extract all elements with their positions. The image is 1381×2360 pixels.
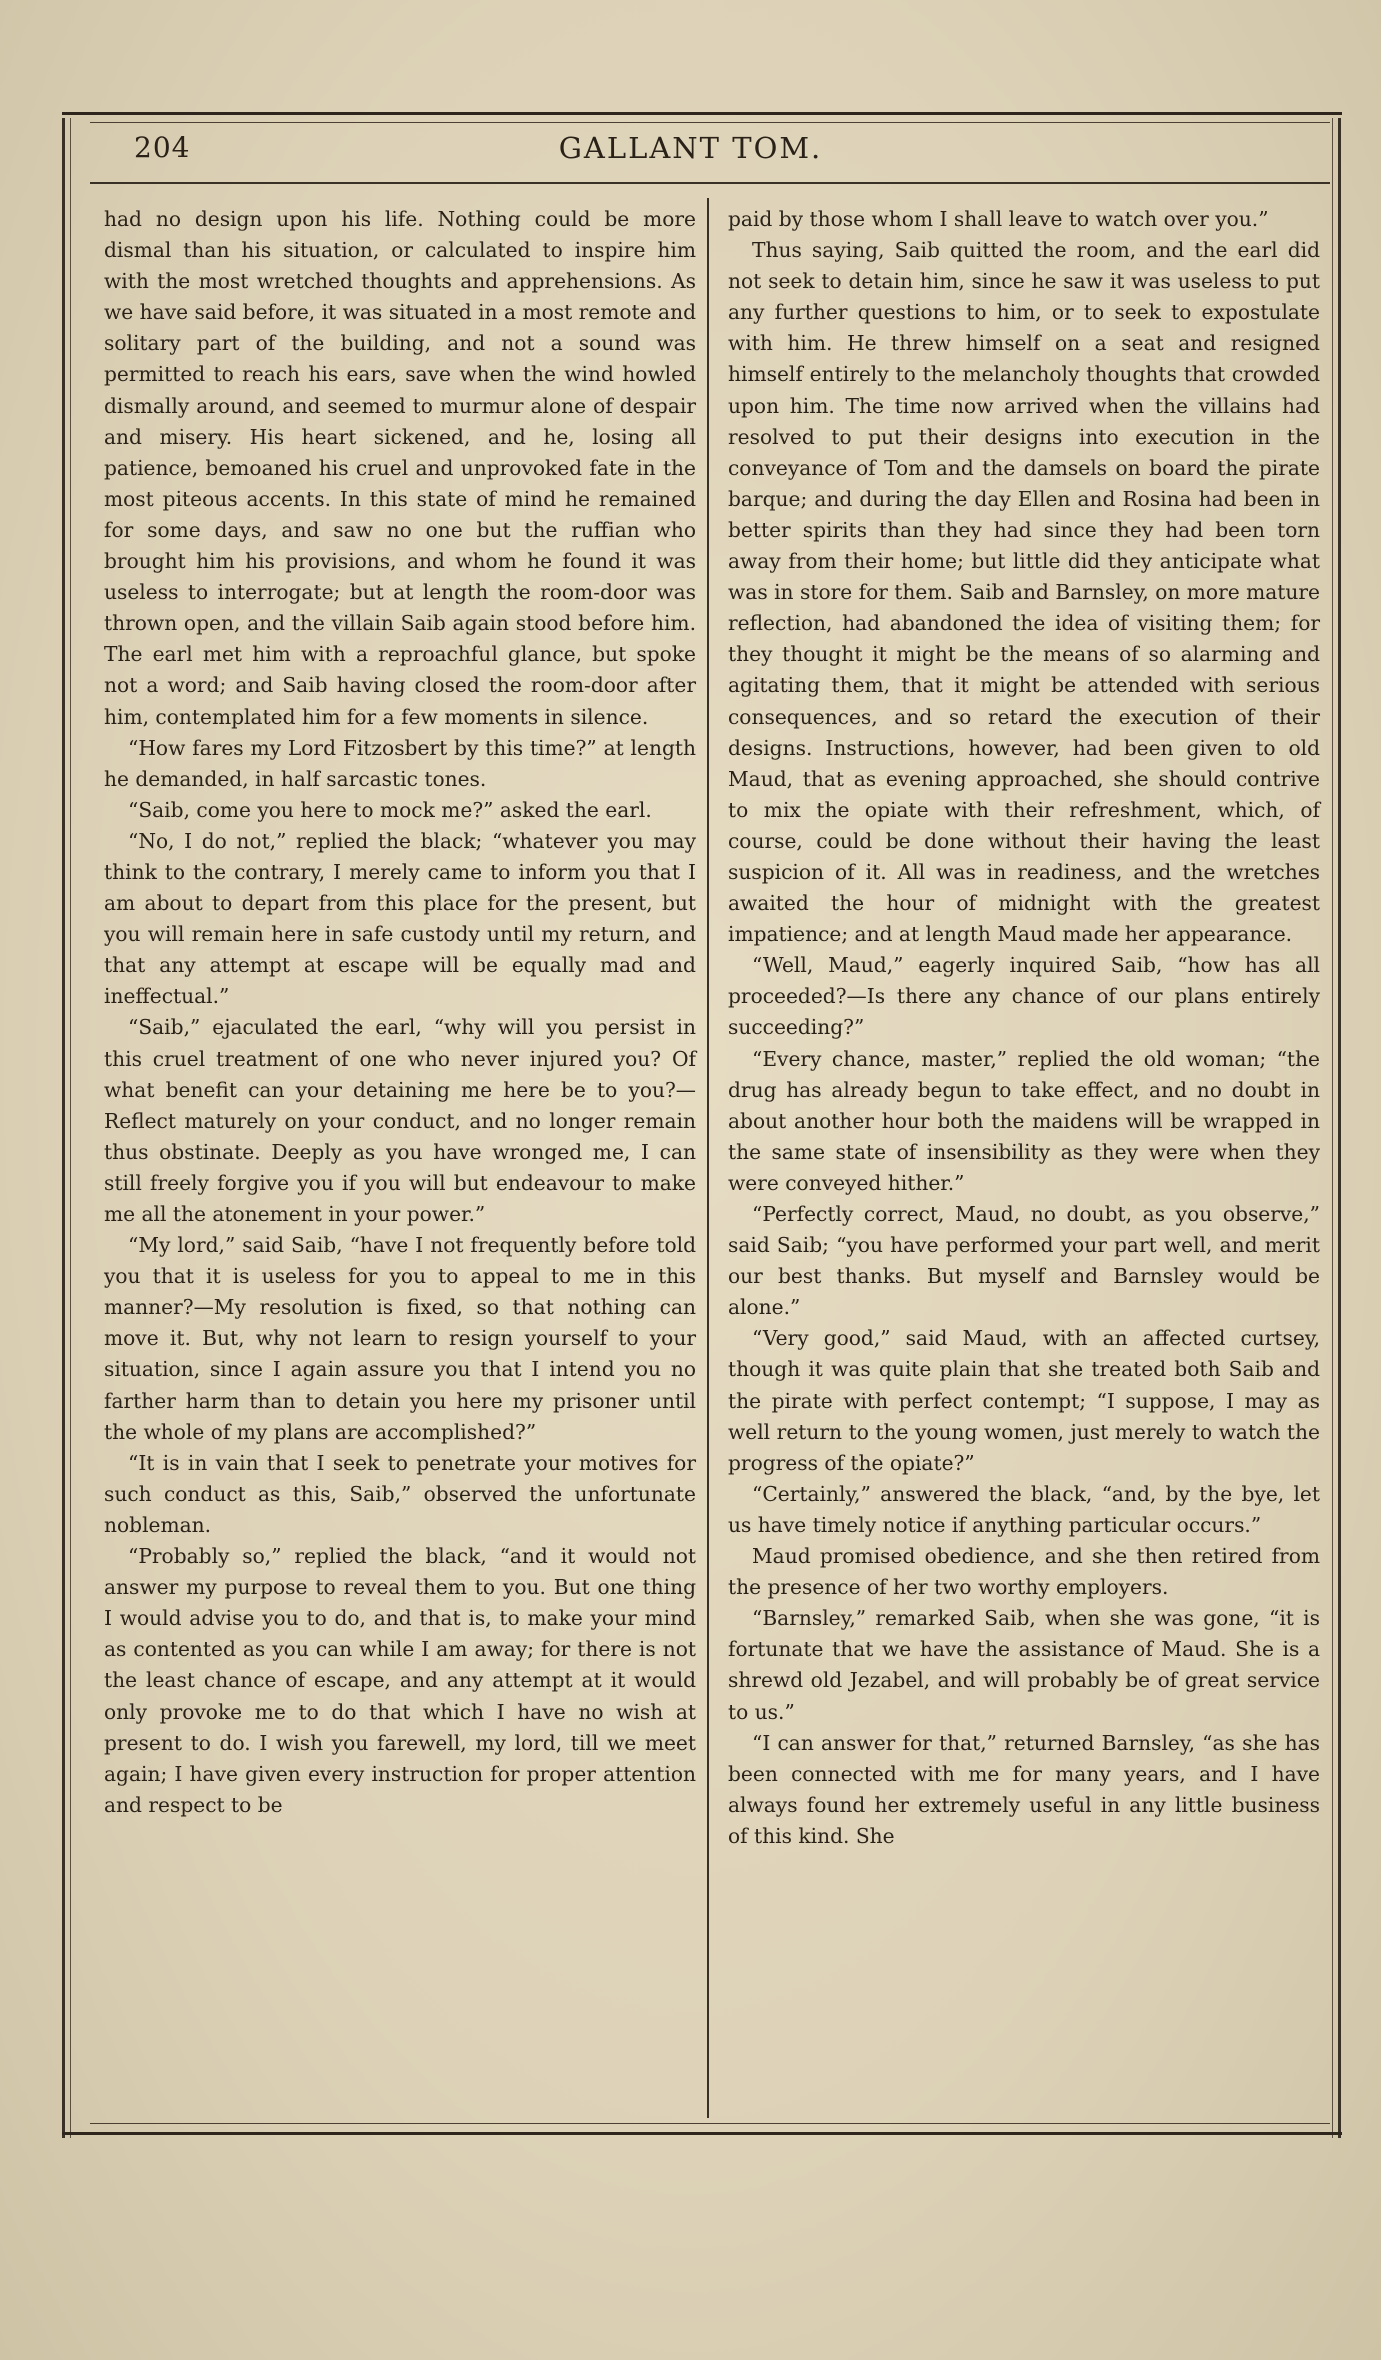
column-divider: [707, 198, 709, 2118]
paragraph: “How fares my Lord Fitzosbert by this time?” at length he demanded, in half sarcastic tones.: [104, 735, 696, 791]
right-inner-rule: [1332, 118, 1333, 2138]
paragraph: “Barnsley,” remarked Saib, when she was gone, “it is fortunate that we have the assistance of Maud. She is a shrewd old Jezabel, and will probably be of great service to us.”: [728, 1606, 1320, 1724]
top-inner-rule: [90, 122, 1330, 123]
paragraph: paid by those whom I shall leave to watch over you.”: [728, 207, 1269, 231]
paragraph: “Certainly,” answered the black, “and, by the bye, let us have timely notice if anything particular occurs.”: [728, 1481, 1320, 1537]
page-number: 204: [134, 131, 191, 164]
bottom-border-rule: [62, 2132, 1342, 2135]
paragraph: “Every chance, master,” replied the old woman; “the drug has already begun to take effect, and no doubt in about another hour both the maidens will be wrapped in the same state of insensibility as they were when they were conveyed hither.”: [728, 1046, 1320, 1195]
left-column: [104, 204, 696, 1821]
paragraph: “Very good,” said Maud, with an affected curtsey, though it was quite plain that she treated both Saib and the pirate with perfect contempt; “I suppose, I may as well return to the young women, just merely to watch the progress of the opiate?”: [728, 1326, 1320, 1475]
left-inner-rule: [70, 118, 71, 2138]
paragraph: “My lord,” said Saib, “have I not frequently before told you that it is useless for you to appeal to me in this manner?—My resolution is fixed, so that nothing can move it. But, why not learn to resign yourself to your situation, since I again assure you that I intend you no farther harm than to detain you here my prisoner until the whole of my plans are accomplished?”: [104, 1233, 696, 1444]
bottom-inner-rule: [90, 2123, 1330, 2124]
paragraph: “I can answer for that,” returned Barnsley, “as she has been connected with me for many years, and I have always found her extremely useful in any little business of this kind. She: [728, 1730, 1320, 1848]
right-border-rule: [1338, 118, 1341, 2138]
paragraph: “No, I do not,” replied the black; “whatever you may think to the contrary, I merely came to inform you that I am about to depart from this place for the present, but you will remain here in safe custody until my return, and that any attempt at escape will be equally mad and ineffectual.”: [104, 828, 696, 1009]
paragraph: “Probably so,” replied the black, “and it would not answer my purpose to reveal them to you. But one thing I would advise you to do, and that is, to make your mind as contented as you can while I am away; for there is not the least chance of escape, and any attempt at it would only provoke me to do that which I have no wish at present to do. I wish you farewell, my lord, till we meet again; I have given every instruction for proper attention and respect to be: [104, 1544, 696, 1817]
running-title: GALLANT TOM.: [558, 131, 823, 165]
paragraph: “Saib,” ejaculated the earl, “why will you persist in this cruel treatment of one who never injured you? Of what benefit can your detaining me here be to you?—Reflect maturely on your conduct, and no longer remain thus obstinate. Deeply as you have wronged me, I can still freely forgive you if you will but endeavour to make me all the atonement in your power.”: [104, 1015, 696, 1226]
paragraph: Thus saying, Saib quitted the room, and the earl did not seek to detain him, since he saw it was useless to put any further questions to him, or to seek to expostulate with him. He threw himself on a seat and resigned himself entirely to the melancholy thoughts that crowded upon him. The time now arrived when the villains had resolved to put their designs into execution in the conveyance of Tom and the damsels on board the pirate barque; and during the day Ellen and Rosina had been in better spirits than they had since they had been torn away from their home; but little did they anticipate what was in store for them. Saib and Barnsley, on more mature reflection, had abandoned the idea of visiting them; for they thought it might be the means of so alarming and agitating them, that it might be attended with serious consequences, and so retard the execution of their designs. Instructions, however, had been given to old Maud, that as evening approached, she should contrive to mix the opiate with their refreshment, which, of course, could be done without their having the least suspicion of it. All was in readiness, and the wretches awaited the hour of midnight with the greatest impatience; and at length Maud made her appearance.: [728, 238, 1320, 947]
paragraph: “Perfectly correct, Maud, no doubt, as you observe,” said Saib; “you have performed your part well, and merit our best thanks. But myself and Barnsley would be alone.”: [728, 1202, 1320, 1320]
paragraph: Maud promised obedience, and she then retired from the presence of her two worthy employers.: [728, 1544, 1320, 1600]
paragraph: had no design upon his life. Nothing could be more dismal than his situation, or calculated to inspire him with the most wretched thoughts and apprehensions. As we have said before, it was situated in a most remote and solitary part of the building, and not a sound was permitted to reach his ears, save when the wind howled dismally around, and seemed to murmur alone of despair and misery. His heart sickened, and he, losing all patience, bemoaned his cruel and unprovoked fate in the most piteous accents. In this state of mind he remained for some days, and saw no one but the ruffian who brought him his provisions, and whom he found it was useless to interrogate; but at length the room-door was thrown open, and the villain Saib again stood before him. The earl met him with a reproachful glance, but spoke not a word; and Saib having closed the room-door after him, contemplated him for a few moments in silence.: [104, 207, 696, 729]
left-border-rule: [62, 118, 65, 2138]
header-rule: [90, 182, 1330, 184]
paragraph: “It is in vain that I seek to penetrate your motives for such conduct as this, Saib,” observed the unfortunate nobleman.: [104, 1450, 696, 1537]
paragraph: “Well, Maud,” eagerly inquired Saib, “how has all proceeded?—Is there any chance of our plans entirely succeeding?”: [728, 953, 1320, 1040]
paragraph: “Saib, come you here to mock me?” asked the earl.: [128, 797, 652, 822]
top-border-rule: [62, 112, 1342, 115]
right-column: [728, 204, 1320, 1852]
